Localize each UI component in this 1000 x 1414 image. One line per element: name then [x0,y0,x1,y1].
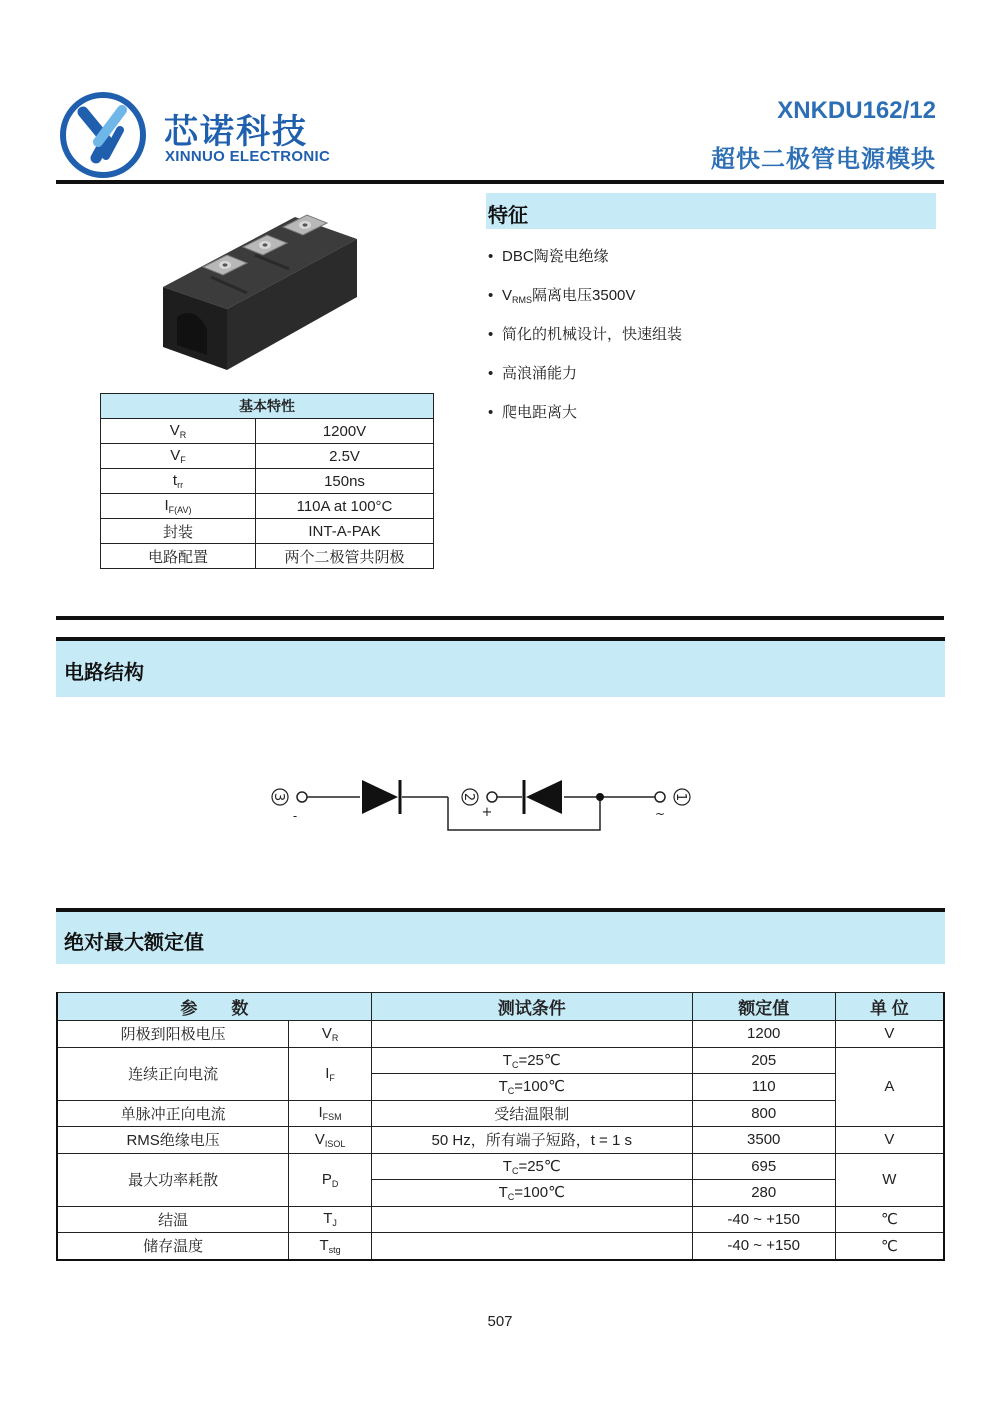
table-row [57,1100,944,1127]
test-condition: $T_C=25℃$ [371,1153,692,1180]
basic-value-package: INT-A-PAK [256,519,434,544]
ratings-title: 绝对最大额定值 [64,932,204,954]
basic-param-vr: $V_R$ [101,419,256,444]
pin-1-sign: ~ [654,807,666,821]
table-header-row [57,993,944,1021]
rated-value: -40 ~ +150 [692,1233,835,1260]
basic-param-package: 封装 [101,519,256,544]
table-row [101,544,434,569]
circuit-title: 电路结构 [64,662,144,684]
unit: V [835,1021,944,1048]
test-condition [371,1021,692,1048]
diode-2-symbol [526,780,562,814]
part-number: XNKDU162/12 [777,97,936,124]
header-divider [56,180,944,184]
basic-value-vr: 1200V [256,419,434,444]
unit: ℃ [835,1233,944,1260]
absolute-max-ratings-table [56,992,945,1261]
rated-value: 205 [692,1047,835,1074]
param-name: 结温 [57,1206,289,1233]
test-condition: 50 Hz，所有端子短路，t = 1 s [371,1127,692,1154]
basic-characteristics-table [100,393,434,569]
table-row [57,1206,944,1233]
pin-3-sign: - [292,809,298,823]
diode-1-symbol [362,780,398,814]
param-symbol: $P_D$ [289,1153,372,1206]
table-row [101,494,434,519]
basic-param-config: 电路配置 [101,544,256,569]
param-name: RMS绝缘电压 [57,1127,289,1154]
unit: A [835,1047,944,1127]
table-row [57,1127,944,1154]
col-header-condition: 测试条件 [371,993,692,1021]
unit: V [835,1127,944,1154]
rated-value: 280 [692,1180,835,1207]
basic-value-ifav: 110A at 100°C [256,494,434,519]
rated-value: 1200 [692,1021,835,1048]
features-header-bar [486,193,936,229]
test-condition [371,1233,692,1260]
param-symbol: $V_R$ [289,1021,372,1048]
param-name: 储存温度 [57,1233,289,1260]
rated-value: 800 [692,1100,835,1127]
param-symbol: $I_F$ [289,1047,372,1100]
param-symbol: $T_{stg}$ [289,1233,372,1260]
test-condition: $T_C=100℃$ [371,1180,692,1207]
terminal-3 [297,792,307,802]
param-name: 阴极到阳极电压 [57,1021,289,1048]
part-description: 超快二极管电源模块 [711,146,936,173]
col-header-param: 参 数 [57,993,371,1021]
list-item: • 爬电距离大 [488,404,578,421]
table-row [57,1233,944,1260]
pin-3-label: 3 [271,792,286,802]
pin-2-sign: + [481,805,493,820]
page-number: 507 [487,1313,513,1330]
table-row [101,519,434,544]
table-row [101,444,434,469]
param-symbol: $V_{ISOL}$ [289,1127,372,1154]
module-product-photo [155,205,365,375]
brand-name-en: XINNUO ELECTRONIC [165,148,331,165]
rated-value: -40 ~ +150 [692,1206,835,1233]
basic-table-title: 基本特性 [101,394,434,419]
param-symbol: $I_{FSM}$ [289,1100,372,1127]
param-name: 最大功率耗散 [57,1153,289,1206]
test-condition: 受结温限制 [371,1100,692,1127]
pin-1-label: 1 [673,792,688,802]
list-item: • 简化的机械设计，快速组装 [488,326,683,343]
param-symbol: $T_J$ [289,1206,372,1233]
junction-dot [596,793,604,801]
table-row [57,1047,944,1074]
rated-value: 695 [692,1153,835,1180]
features-list [488,246,682,441]
brand-name-cn: 芯诺科技 [164,113,308,151]
basic-param-ifav: $I_{F(AV)}$ [101,494,256,519]
terminal-1 [655,792,665,802]
table-row [101,469,434,494]
circuit-diagram [260,760,700,840]
col-header-unit: 单 位 [835,993,944,1021]
list-item: • $V_{RMS}$隔离电压3500V [488,287,636,305]
pin-2-label: 2 [461,792,476,802]
basic-value-vf: 2.5V [256,444,434,469]
unit: ℃ [835,1206,944,1233]
table-row [57,1021,944,1048]
terminal-2 [487,792,497,802]
basic-value-config: 两个二极管共阴极 [256,544,434,569]
rated-value: 3500 [692,1127,835,1154]
test-condition: $T_C=25℃$ [371,1047,692,1074]
rated-value: 110 [692,1074,835,1101]
col-header-rated: 额定值 [692,993,835,1021]
test-condition: $T_C=100℃$ [371,1074,692,1101]
basic-value-trr: 150ns [256,469,434,494]
basic-param-vf: $V_F$ [101,444,256,469]
section-divider [56,616,944,620]
company-logo [58,90,148,180]
test-condition [371,1206,692,1233]
table-row [57,1153,944,1180]
unit: W [835,1153,944,1206]
param-name: 连续正向电流 [57,1047,289,1100]
table-row [101,419,434,444]
features-title: 特征 [488,205,528,227]
list-item: • DBC陶瓷电绝缘 [488,248,609,265]
circuit-header-bar [56,637,945,697]
list-item: • 高浪涌能力 [488,365,578,382]
param-name: 单脉冲正向电流 [57,1100,289,1127]
basic-param-trr: $t_{rr}$ [101,469,256,494]
